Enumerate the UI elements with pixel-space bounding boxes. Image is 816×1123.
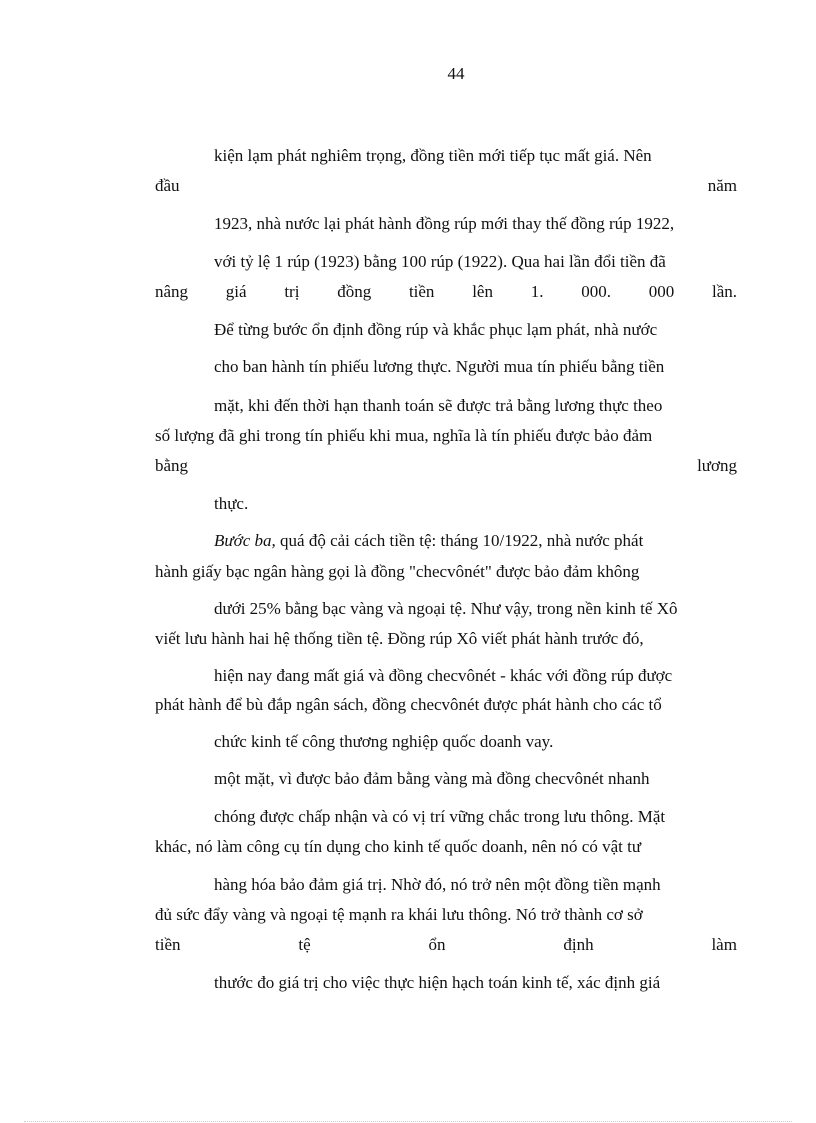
section-label: Bước ba,: [214, 531, 276, 550]
word: lên: [472, 282, 493, 301]
page-number: 44: [447, 64, 465, 83]
text-line: phát hành để bù đắp ngân sách, đồng checvônét được phát hành cho các tổ: [155, 695, 662, 714]
text-line: [214, 531, 643, 551]
word: 1.: [530, 282, 544, 301]
text-line: hiện nay đang mất giá và đồng checvônét - khác với đồng rúp được: [214, 666, 673, 685]
text-line: [155, 176, 737, 196]
text-line: khác, nó làm công cụ tín dụng cho kinh tế quốc doanh, nên nó có vật tư: [155, 837, 642, 856]
text-line: mặt, khi đến thời hạn thanh toán sẽ được trả bằng lương thực theo: [214, 396, 663, 415]
text-span: quá độ cải cách tiền tệ: tháng 10/1922, nhà nước phát: [275, 531, 644, 550]
word: lần.: [711, 282, 737, 301]
text-line: kiện lạm phát nghiêm trọng, đồng tiền mới tiếp tục mất giá. Nên: [214, 146, 652, 165]
word: nâng: [155, 282, 189, 301]
text-line: cho ban hành tín phiếu lương thực. Người mua tín phiếu bằng tiền: [214, 357, 665, 376]
page-border: [24, 1121, 792, 1122]
text-line: viết lưu hành hai hệ thống tiền tệ. Đồng rúp Xô viết phát hành trước đó,: [155, 629, 644, 648]
text-line: chóng được chấp nhận và có vị trí vững chắc trong lưu thông. Mặt: [214, 807, 666, 826]
word: định: [563, 935, 594, 954]
word: tệ: [298, 935, 311, 954]
text-line: hàng hóa bảo đảm giá trị. Nhờ đó, nó trở nên một đồng tiền mạnh: [214, 875, 661, 894]
word: đồng: [337, 282, 372, 301]
text-line: thực.: [214, 494, 249, 513]
word: trị: [284, 282, 300, 301]
text-line: với tỷ lệ 1 rúp (1923) bằng 100 rúp (1922). Qua hai lần đổi tiền đã: [214, 252, 666, 271]
text-line: số lượng đã ghi trong tín phiếu khi mua, nghĩa là tín phiếu được bảo đảm: [155, 426, 653, 445]
text-line: đủ sức đẩy vàng và ngoại tệ mạnh ra khái lưu thông. Nó trở thành cơ sở: [155, 905, 643, 924]
word: lương: [697, 456, 737, 475]
text-line: Để từng bước ổn định đồng rúp và khắc phục lạm phát, nhà nước: [214, 320, 658, 339]
word: giá: [225, 282, 247, 301]
text-line: [155, 456, 737, 476]
text-line: 1923, nhà nước lại phát hành đồng rúp mới thay thế đồng rúp 1922,: [214, 214, 675, 233]
text-line: một mặt, vì được bảo đảm bằng vàng mà đồng checvônét nhanh: [214, 769, 650, 788]
word: năm: [707, 176, 737, 195]
word: bằng: [155, 456, 189, 475]
word: 000.: [581, 282, 611, 301]
text-line: thước đo giá trị cho việc thực hiện hạch toán kinh tế, xác định giá: [214, 973, 661, 992]
text-line: dưới 25% bằng bạc vàng và ngoại tệ. Như vậy, trong nền kinh tế Xô: [214, 599, 678, 618]
text-line: [155, 935, 737, 955]
word: 000: [648, 282, 675, 301]
text-line: chức kinh tế công thương nghiệp quốc doanh vay.: [214, 732, 554, 751]
word: tiền: [155, 935, 181, 954]
text-line: hành giấy bạc ngân hàng gọi là đồng "checvônét" được bảo đảm không: [155, 562, 640, 581]
text-line: [155, 282, 737, 302]
word: ổn: [428, 935, 446, 954]
word: tiền: [408, 282, 435, 301]
word: đầu: [155, 176, 180, 195]
word: làm: [711, 935, 737, 954]
